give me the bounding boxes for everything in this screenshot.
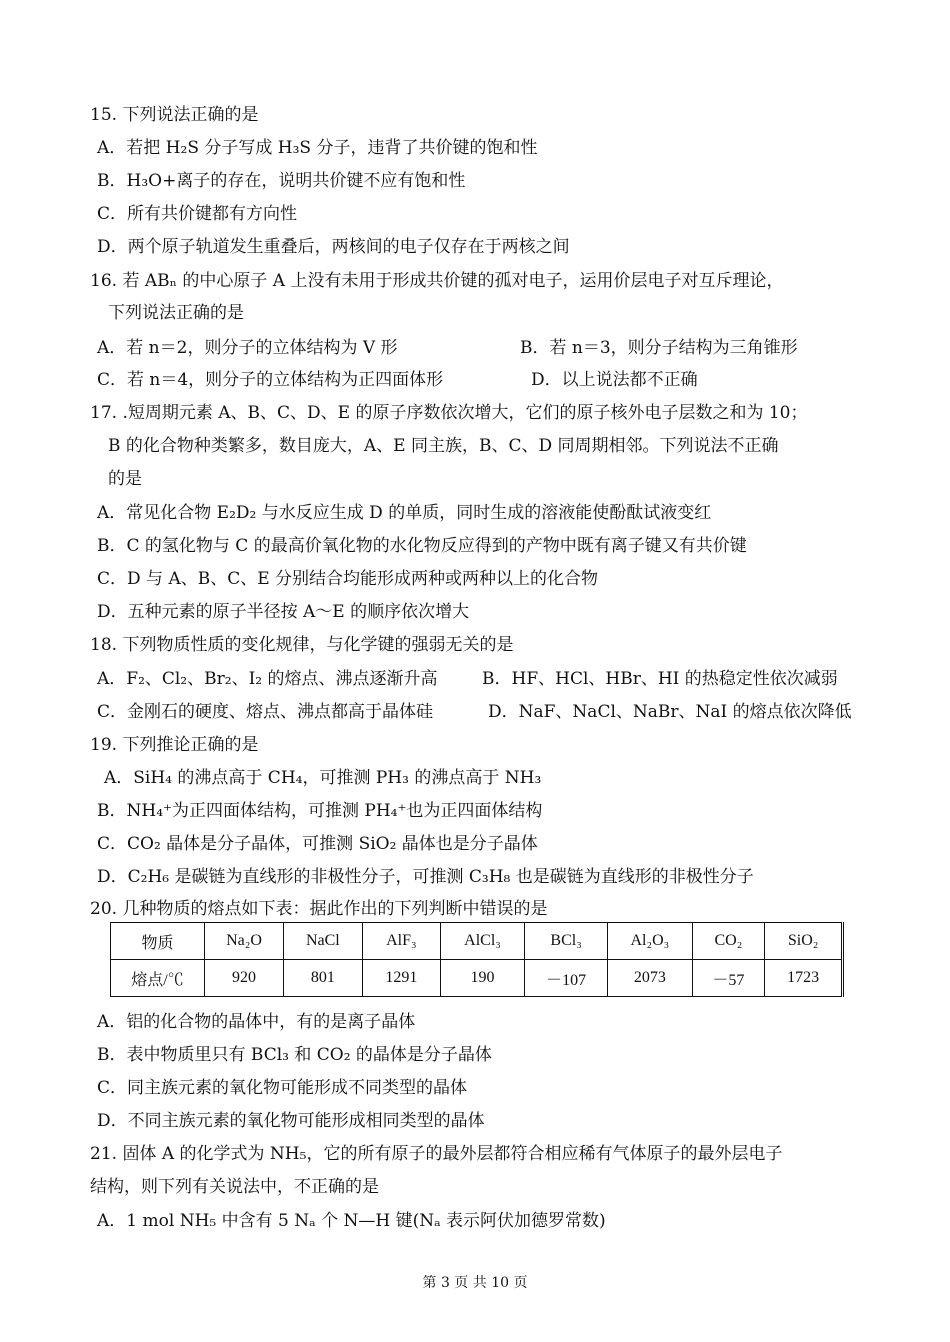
table-cell: 920 — [204, 960, 283, 997]
text-line: D．两个原子轨道发生重叠后，两核间的电子仅存在于两核之间 — [97, 237, 570, 257]
text-line: B．NH₄⁺为正四面体结构，可推测 PH₄⁺也为正四面体结构 — [97, 801, 543, 821]
text-line: A．铝的化合物的晶体中，有的是离子晶体 — [97, 1012, 416, 1032]
text-line: D．以上说法都不正确 — [531, 370, 698, 390]
table-cell: 熔点/℃ — [111, 960, 205, 997]
text-line: B 的化合物种类繁多，数目庞大，A、E 同主族，B、C、D 同周期相邻。下列说法不正确 — [108, 436, 779, 456]
table-header-cell: 物质 — [111, 923, 205, 960]
text-line: A．F₂、Cl₂、Br₂、I₂ 的熔点、沸点逐渐升高 — [97, 669, 438, 689]
text-line: C．金刚石的硬度、熔点、沸点都高于晶体硅 — [97, 702, 434, 722]
table-header-cell: SiO₂ — [765, 923, 843, 960]
page-footer: 第 3 页 共 10 页 — [422, 1275, 528, 1291]
text-line: A．若把 H₂S 分子写成 H₃S 分子，违背了共价键的饱和性 — [97, 138, 538, 158]
text-line: A．若 n＝2，则分子的立体结构为 V 形 — [97, 338, 398, 358]
text-line: C．若 n＝4，则分子的立体结构为正四面体形 — [97, 370, 444, 390]
table-header-cell: AlCl₃ — [440, 923, 524, 960]
table-cell: 801 — [284, 960, 363, 997]
text-line: A．SiH₄ 的沸点高于 CH₄，可推测 PH₃ 的沸点高于 NH₃ — [104, 768, 542, 788]
text-line: D．NaF、NaCl、NaBr、NaI 的熔点依次降低 — [488, 702, 852, 722]
table-header-row — [111, 923, 843, 960]
table-header-cell: NaCl — [284, 923, 363, 960]
text-line: 18. 下列物质性质的变化规律，与化学键的强弱无关的是 — [90, 635, 514, 655]
text-line: 的是 — [108, 469, 142, 489]
text-line: B．C 的氢化物与 C 的最高价氧化物的水化物反应得到的产物中既有离子键又有共价键 — [97, 536, 747, 556]
text-line: B．若 n＝3，则分子结构为三角锥形 — [520, 338, 798, 358]
text-line: A．1 mol NH₅ 中含有 5 Nₐ 个 N—H 键(Nₐ 表示阿伏加德罗常数) — [97, 1211, 606, 1231]
text-line: D．不同主族元素的氧化物可能形成相同类型的晶体 — [97, 1111, 485, 1131]
text-line: 下列说法正确的是 — [108, 303, 244, 323]
text-line: B．H₃O+离子的存在，说明共价键不应有饱和性 — [97, 171, 466, 191]
text-line: C．同主族元素的氧化物可能形成不同类型的晶体 — [97, 1078, 468, 1098]
text-line: C．CO₂ 晶体是分子晶体，可推测 SiO₂ 晶体也是分子晶体 — [97, 834, 538, 854]
table-cell: 2073 — [608, 960, 692, 997]
text-line: 20. 几种物质的熔点如下表：据此作出的下列判断中错误的是 — [90, 899, 548, 919]
table-header-cell: Na₂O — [204, 923, 283, 960]
table-row — [111, 960, 843, 997]
text-line: 结构，则下列有关说法中，不正确的是 — [90, 1177, 379, 1197]
text-line: 19. 下列推论正确的是 — [90, 735, 259, 755]
text-line: B．表中物质里只有 BCl₃ 和 CO₂ 的晶体是分子晶体 — [97, 1045, 492, 1065]
text-line: 17. .短周期元素 A、B、C、D、E 的原子序数依次增大，它们的原子核外电子层数之和为 10； — [90, 403, 808, 423]
text-line: A．常见化合物 E₂D₂ 与水反应生成 D 的单质，同时生成的溶液能使酚酞试液变红 — [97, 503, 712, 523]
table-cell: 1291 — [362, 960, 440, 997]
table-header-cell: AlF₃ — [362, 923, 440, 960]
melting-point-table — [110, 922, 844, 997]
text-line: 21. 固体 A 的化学式为 NH₅，它的所有原子的最外层都符合相应稀有气体原子的最外层电子 — [90, 1144, 783, 1164]
text-line: 15. 下列说法正确的是 — [90, 105, 259, 125]
table-header-cell: BCl₃ — [525, 923, 608, 960]
text-line: C．所有共价键都有方向性 — [97, 204, 298, 224]
table-header-cell: CO₂ — [692, 923, 765, 960]
table-header-cell: Al₂O₃ — [608, 923, 692, 960]
text-line: C．D 与 A、B、C、E 分别结合均能形成两种或两种以上的化合物 — [97, 569, 599, 589]
text-line: 16. 若 ABₙ 的中心原子 A 上没有未用于形成共价键的孤对电子，运用价层电子对互斥理论， — [90, 271, 784, 291]
table-cell: 190 — [440, 960, 524, 997]
text-line: D．C₂H₆ 是碳链为直线形的非极性分子，可推测 C₃H₈ 也是碳链为直线形的非极性分子 — [97, 867, 754, 887]
text-line: D．五种元素的原子半径按 A～E 的顺序依次增大 — [97, 602, 470, 622]
table-cell: －57 — [692, 960, 765, 997]
table-cell: 1723 — [765, 960, 843, 997]
text-line: B．HF、HCl、HBr、HI 的热稳定性依次减弱 — [482, 669, 838, 689]
table-cell: －107 — [525, 960, 608, 997]
